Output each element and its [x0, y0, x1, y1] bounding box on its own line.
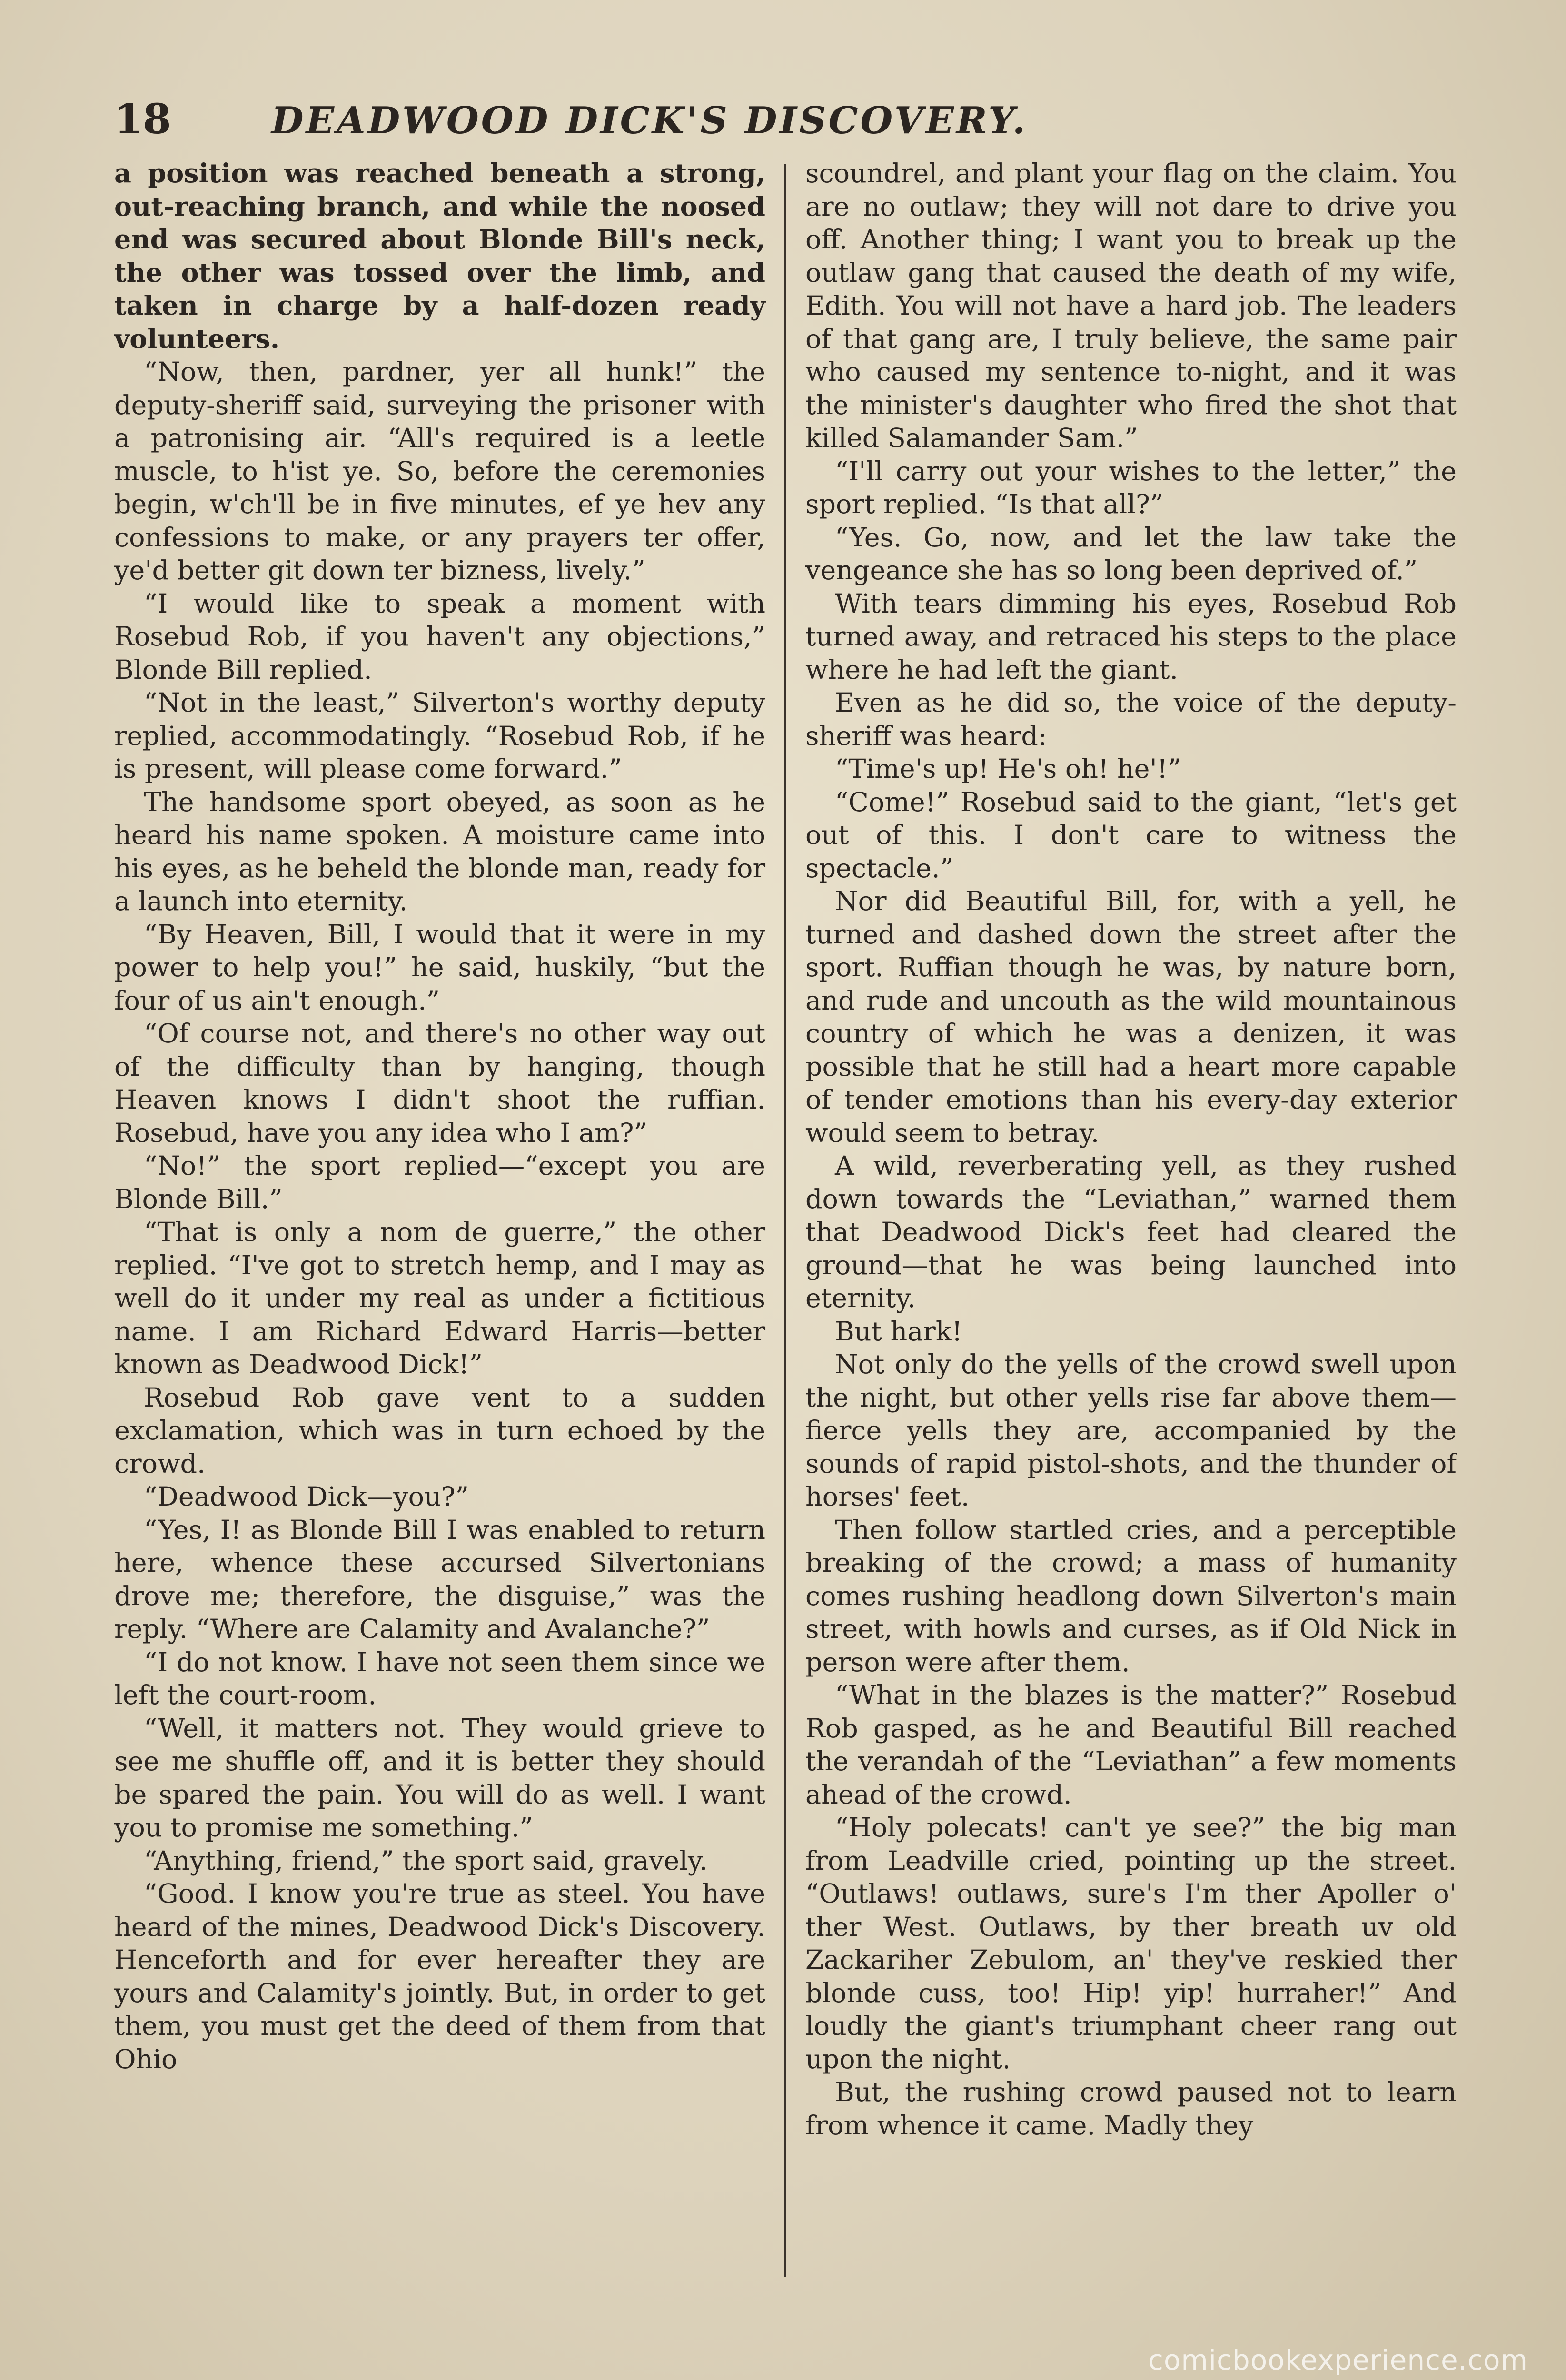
paragraph: “Yes, I! as Blonde Bill I was enabled to return here, whence these accursed Silvertonians drove me; therefore, the disguise,” was the reply. “Where are Calamity and Avalanche?”	[114, 1514, 765, 1645]
running-title: DEADWOOD DICK'S DISCOVERY.	[271, 99, 1028, 142]
paragraph: “I do not know. I have not seen them since we left the court-room.	[114, 1646, 765, 1711]
paragraph: “Of course not, and there's no other way out of the difficulty than by hanging, though Heaven knows I didn't shoot the ruffian. Rosebud, have you any idea who I am?”	[114, 1018, 765, 1149]
paragraph: “What in the blazes is the matter?” Rosebud Rob gasped, as he and Beautiful Bill reached the verandah of the “Leviathan” a few moments ahead of the crowd.	[805, 1680, 1457, 1810]
paragraph: a position was reached beneath a strong, out-reaching branch, and while the noosed end was secured about Blonde Bill's neck, the other was tossed over the limb, and taken in charge by a half-dozen ready volunteers.	[114, 158, 765, 355]
paragraph: Not only do the yells of the crowd swell upon the night, but other yells rise far above them—fierce yells they are, accompanied by the sounds of rapid pistol-shots, and the thunder of horses' feet.	[805, 1349, 1457, 1512]
paragraph: “Time's up! He's oh! he'!”	[835, 754, 1181, 784]
paragraph: “I'll carry out your wishes to the letter,” the sport replied. “Is that all?”	[805, 456, 1457, 520]
paragraph: “No!” the sport replied—“except you are Blonde Bill.”	[114, 1150, 765, 1215]
paragraph: “Good. I know you're true as steel. You have heard of the mines, Deadwood Dick's Discovery. Henceforth and for ever hereafter they are yours and Calamity's jointly. But, in order to get them, you must get the deed of them from that Ohio	[114, 1878, 765, 2075]
watermark: comicbookexperience.com	[1148, 2344, 1528, 2376]
paragraph: scoundrel, and plant your flag on the claim. You are no outlaw; they will not dare to drive you off. Another thing; I want you to break up the outlaw gang that caused the death of my wife, Edith. You will not have a hard job. The leaders of that gang are, I truly believe, the same pair who caused my sentence to-night, and it was the minister's daughter who fired the shot that killed Salamander Sam.”	[805, 158, 1457, 454]
paragraph: “Now, then, pardner, yer all hunk!” the deputy-sheriff said, surveying the prisoner with a patronising air. “All's required is a leetle muscle, to h'ist ye. So, before the ceremonies begin, w'ch'll be in five minutes, ef ye hev any confessions to make, or any prayers ter offer, ye'd better git down ter bizness, lively.”	[114, 357, 765, 586]
paragraph: “Deadwood Dick—you?”	[144, 1481, 469, 1512]
paragraph: “Holy polecats! can't ye see?” the big man from Leadville cried, pointing up the street. “Outlaws! outlaws, sure's I'm ther Apoller o' ther West. Outlaws, by ther breath uv old Zackariher Zebulom, an' they've reskied ther blonde cuss, too! Hip! yip! hurraher!” And loudly the giant's triumphant cheer rang out upon the night.	[805, 1812, 1457, 2075]
paragraph: Rosebud Rob gave vent to a sudden exclamation, which was in turn echoed by the crowd.	[114, 1382, 765, 1479]
left-column	[114, 157, 776, 2299]
paragraph: The handsome sport obeyed, as soon as he heard his name spoken. A moisture came into his eyes, as he beheld the blonde man, ready for a launch into eternity.	[114, 786, 765, 917]
paragraph: “Well, it matters not. They would grieve to see me shuffle off, and it is better they should be spared the pain. You will do as well. I want you to promise me something.”	[114, 1713, 765, 1843]
paragraph: Even as he did so, the voice of the deputy-sheriff was heard:	[805, 687, 1457, 752]
page-number: 18	[114, 95, 171, 143]
paragraph: “Anything, friend,” the sport said, gravely.	[144, 1845, 708, 1876]
paragraph: But, the rushing crowd paused not to learn from whence it came. Madly they	[805, 2077, 1457, 2141]
text-columns	[114, 157, 1490, 2299]
paragraph: “I would like to speak a moment with Rosebud Rob, if you haven't any objections,” Blonde Bill replied.	[114, 588, 765, 685]
paragraph: Nor did Beautiful Bill, for, with a yell, he turned and dashed down the street after the sport. Ruffian though he was, by nature born, and rude and uncouth as the wild mountainous country of which he was a denizen, it was possible that he still had a heart more capable of tender emotions than his every-day exterior would seem to betray.	[805, 886, 1457, 1149]
paragraph: “Come!” Rosebud said to the giant, “let's get out of this. I don't care to witness the spectacle.”	[805, 786, 1457, 884]
column-divider	[784, 164, 786, 2277]
paragraph: “By Heaven, Bill, I would that it were in my power to help you!” he said, huskily, “but the four of us ain't enough.”	[114, 919, 765, 1016]
paragraph: “Not in the least,” Silverton's worthy deputy replied, accommodatingly. “Rosebud Rob, if he is present, will please come forward.”	[114, 687, 765, 784]
paragraph: Then follow startled cries, and a perceptible breaking of the crowd; a mass of humanity comes rushing headlong down Silverton's main street, with howls and curses, as if Old Nick in person were after them.	[805, 1514, 1457, 1678]
paragraph: But hark!	[835, 1316, 962, 1347]
paragraph: A wild, reverberating yell, as they rushed down towards the “Leviathan,” warned them that Deadwood Dick's feet had cleared the ground—that he was being launched into eternity.	[805, 1150, 1457, 1314]
paragraph: With tears dimming his eyes, Rosebud Rob turned away, and retraced his steps to the place where he had left the giant.	[805, 588, 1457, 685]
page-header	[114, 95, 1490, 157]
paragraph: “That is only a nom de guerre,” the other replied. “I've got to stretch hemp, and I may as well do it under my real as under a fictitious name. I am Richard Edward Harris—better known as Deadwood Dick!”	[114, 1217, 765, 1380]
right-column	[795, 157, 1457, 2299]
paragraph: “Yes. Go, now, and let the law take the vengeance she has so long been deprived of.”	[805, 522, 1457, 586]
